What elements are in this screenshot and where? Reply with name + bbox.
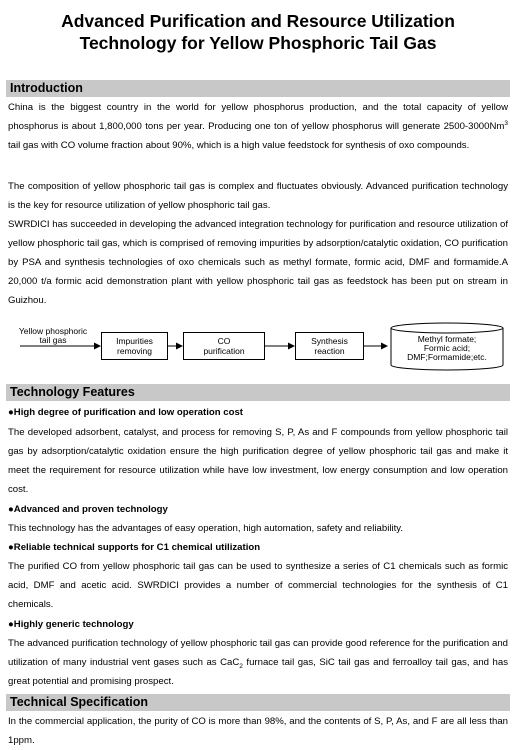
page-title (0, 10, 516, 54)
synthesis-reaction-box (295, 332, 364, 360)
specification-text: In the commercial application, the purity of CO is more than 98%, and the contents of S, P, As, and F are all less than 1ppm. (8, 716, 508, 746)
feature-1-text: The developed adsorbent, catalyst, and process for removing S, P, As and F compounds from yellow phosphoric tail gas by adsorption/catalytic oxidation ensure the high purification degree of yellow phosphoric tail gas and make it meet the requirement for resource utilization while have low investment, low energy consumption and low operation cost. (8, 427, 508, 495)
box3-line-2: reaction (314, 346, 345, 356)
introduction-heading: Introduction (6, 80, 510, 97)
box2-line-1: CO (217, 336, 231, 346)
intro-p1-text-b: tail gas with CO volume fraction about 90%, which is a high value feedstock for synthesis of oxo compounds. (8, 140, 470, 151)
technical-specification-heading: Technical Specification (6, 694, 510, 711)
technology-features-heading: Technology Features (6, 384, 510, 401)
feature-4-text-a: The advanced purification technology of yellow phosphoric tail gas can provide good reference for the purification and utilization of many industrial vent gases such as CaC (8, 638, 508, 668)
intro-paragraph-3: SWRDICI has succeeded in developing the advanced integration technology for purification and resource utilization of yellow phosphoric tail gas, which is comprised of removing impurities by adsorption/catalytic oxidation, CO purification by PSA and synthesis technologies of oxo chemicals such as methyl formate, formic acid, DMF and formamide.A 20,000 t/a formic acid demonstration plant with yellow phosphoric tail gas as feedstock has been put on stream in Guizhou. (8, 219, 508, 306)
feature-4-subscript: 2 (239, 662, 243, 670)
product-line-3: DMF;Formamide;etc. (407, 352, 487, 362)
feature-1-heading: ●High degree of purification and low operation cost (8, 407, 243, 418)
feature-4-text (8, 634, 508, 691)
feature-3-text: The purified CO from yellow phosphoric tail gas can be used to synthesize a series of C1 chemicals such as formic acid, DMF and acetic acid. SWRDICI provides a number of commercial technologies for the synthesis of C1 chemicals. (8, 561, 508, 610)
box1-line-2: removing (117, 346, 152, 356)
intro-p1-text-a: China is the biggest country in the world for yellow phosphorus production, and the total capacity of yellow phosphorus is about 1,800,000 tons per year. Producing one ton of yellow phosphorus will generate 2500-3000Nm (8, 102, 508, 132)
intro-paragraph-1 (8, 98, 508, 155)
product-list (390, 335, 504, 362)
product-tank-top (391, 323, 503, 333)
box1-line-1: Impurities (116, 336, 153, 346)
feature-4-heading: ●Highly generic technology (8, 619, 134, 630)
intro-paragraph-2: The composition of yellow phosphoric tail gas is complex and fluctuates obviously. Advanced purification technology is the key for resource utilization of yellow phosphoric tail gas. (8, 181, 508, 211)
title-line-1: Advanced Purification and Resource Utilization (61, 11, 455, 31)
product-line-1: Methyl formate; (417, 334, 477, 344)
feed-label (14, 327, 92, 345)
intro-p1-superscript: 3 (504, 119, 508, 127)
feature-4-text-b: furnace tail gas, SiC tail gas and ferroalloy tail gas, and has great potential and promising prospect. (8, 657, 508, 687)
impurities-removing-box (101, 332, 168, 360)
box2-line-2: purification (203, 346, 245, 356)
title-line-2: Technology for Yellow Phosphoric Tail Gas (79, 33, 437, 53)
feed-label-line-1: Yellow phosphoric (18, 326, 88, 336)
co-purification-box (183, 332, 265, 360)
feature-2-heading: ●Advanced and proven technology (8, 504, 168, 515)
feature-3-heading: ●Reliable technical supports for C1 chemical utilization (8, 542, 261, 553)
product-line-2: Formic acid; (423, 343, 471, 353)
box3-line-1: Synthesis (311, 336, 348, 346)
feed-label-line-2: tail gas (39, 335, 67, 345)
feature-2-text: This technology has the advantages of easy operation, high automation, safety and reliability. (8, 523, 404, 534)
